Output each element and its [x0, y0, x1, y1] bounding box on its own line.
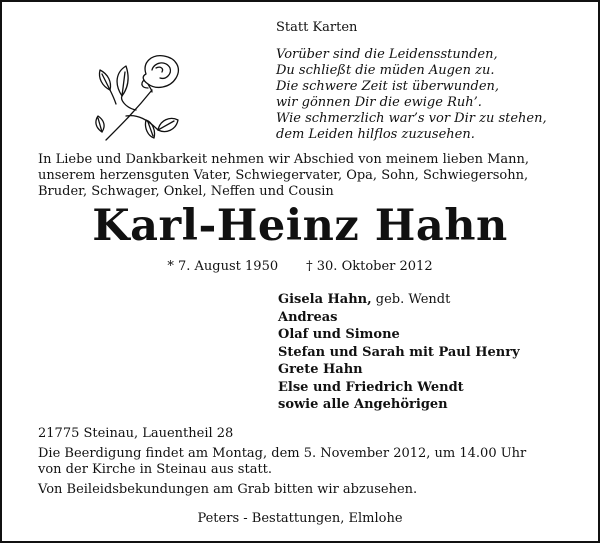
mourner-entry [278, 310, 520, 328]
mourner-entry [278, 397, 520, 415]
intro-line: unserem herzensguten Vater, Schwiegervater, Opa, Sohn, Schwiegersohn, [38, 168, 529, 183]
undertaker-credit: Peters - Bestattungen, Elmlohe [197, 511, 403, 526]
intro-text [38, 152, 529, 200]
poem-line: Du schließt die müden Augen zu. [276, 63, 495, 78]
mourner-name: Grete Hahn [278, 362, 363, 377]
death-date: † 30. Oktober 2012 [306, 259, 433, 274]
intro-line: In Liebe und Dankbarkeit nehmen wir Abschied von meinem lieben Mann, [38, 152, 530, 167]
mourner-name: Gisela Hahn, [278, 292, 372, 307]
mourner-entry [278, 362, 520, 380]
mourner-entry [278, 327, 520, 345]
funeral-info [38, 446, 526, 477]
poem-line: Wie schmerzlich war’s vor Dir zu stehen, [276, 111, 547, 126]
rose-icon [86, 50, 194, 142]
mourner-entry [278, 345, 520, 363]
mourner-extra: geb. Wendt [371, 292, 451, 307]
condolence-note: Von Beileidsbekundungen am Grab bitten wir abzusehen. [38, 482, 418, 497]
mourner-name: Stefan und Sarah mit Paul Henry [278, 344, 520, 360]
intro-line: Bruder, Schwager, Onkel, Neffen und Cousin [38, 184, 334, 199]
mourner-name: Andreas [278, 309, 338, 325]
life-dates [0, 259, 600, 275]
poem-line: dem Leiden hilflos zuzusehen. [276, 127, 475, 142]
funeral-line: von der Kirche in Steinau aus statt. [38, 461, 273, 477]
statt-karten-heading: Statt Karten [276, 20, 358, 35]
mourner-entry [278, 380, 520, 398]
poem-line: wir gönnen Dir die ewige Ruh’. [276, 95, 482, 110]
mourner-name: Olaf und Simone [278, 327, 400, 342]
mourner-name: Else und Friedrich Wendt [278, 379, 464, 395]
poem [276, 47, 547, 143]
poem-line: Vorüber sind die Leidensstunden, [276, 47, 498, 62]
mourner-name: sowie alle Angehörigen [278, 397, 448, 412]
deceased-name: Karl-Heinz Hahn [92, 201, 508, 251]
poem-line: Die schwere Zeit ist überwunden, [276, 79, 500, 94]
birth-date: * 7. August 1950 [167, 259, 279, 274]
funeral-line: Die Beerdigung findet am Montag, dem 5. November 2012, um 14.00 Uhr [38, 446, 527, 461]
address: 21775 Steinau, Lauentheil 28 [38, 426, 234, 441]
mourner-entry [278, 292, 520, 310]
mourners-list [278, 292, 520, 415]
